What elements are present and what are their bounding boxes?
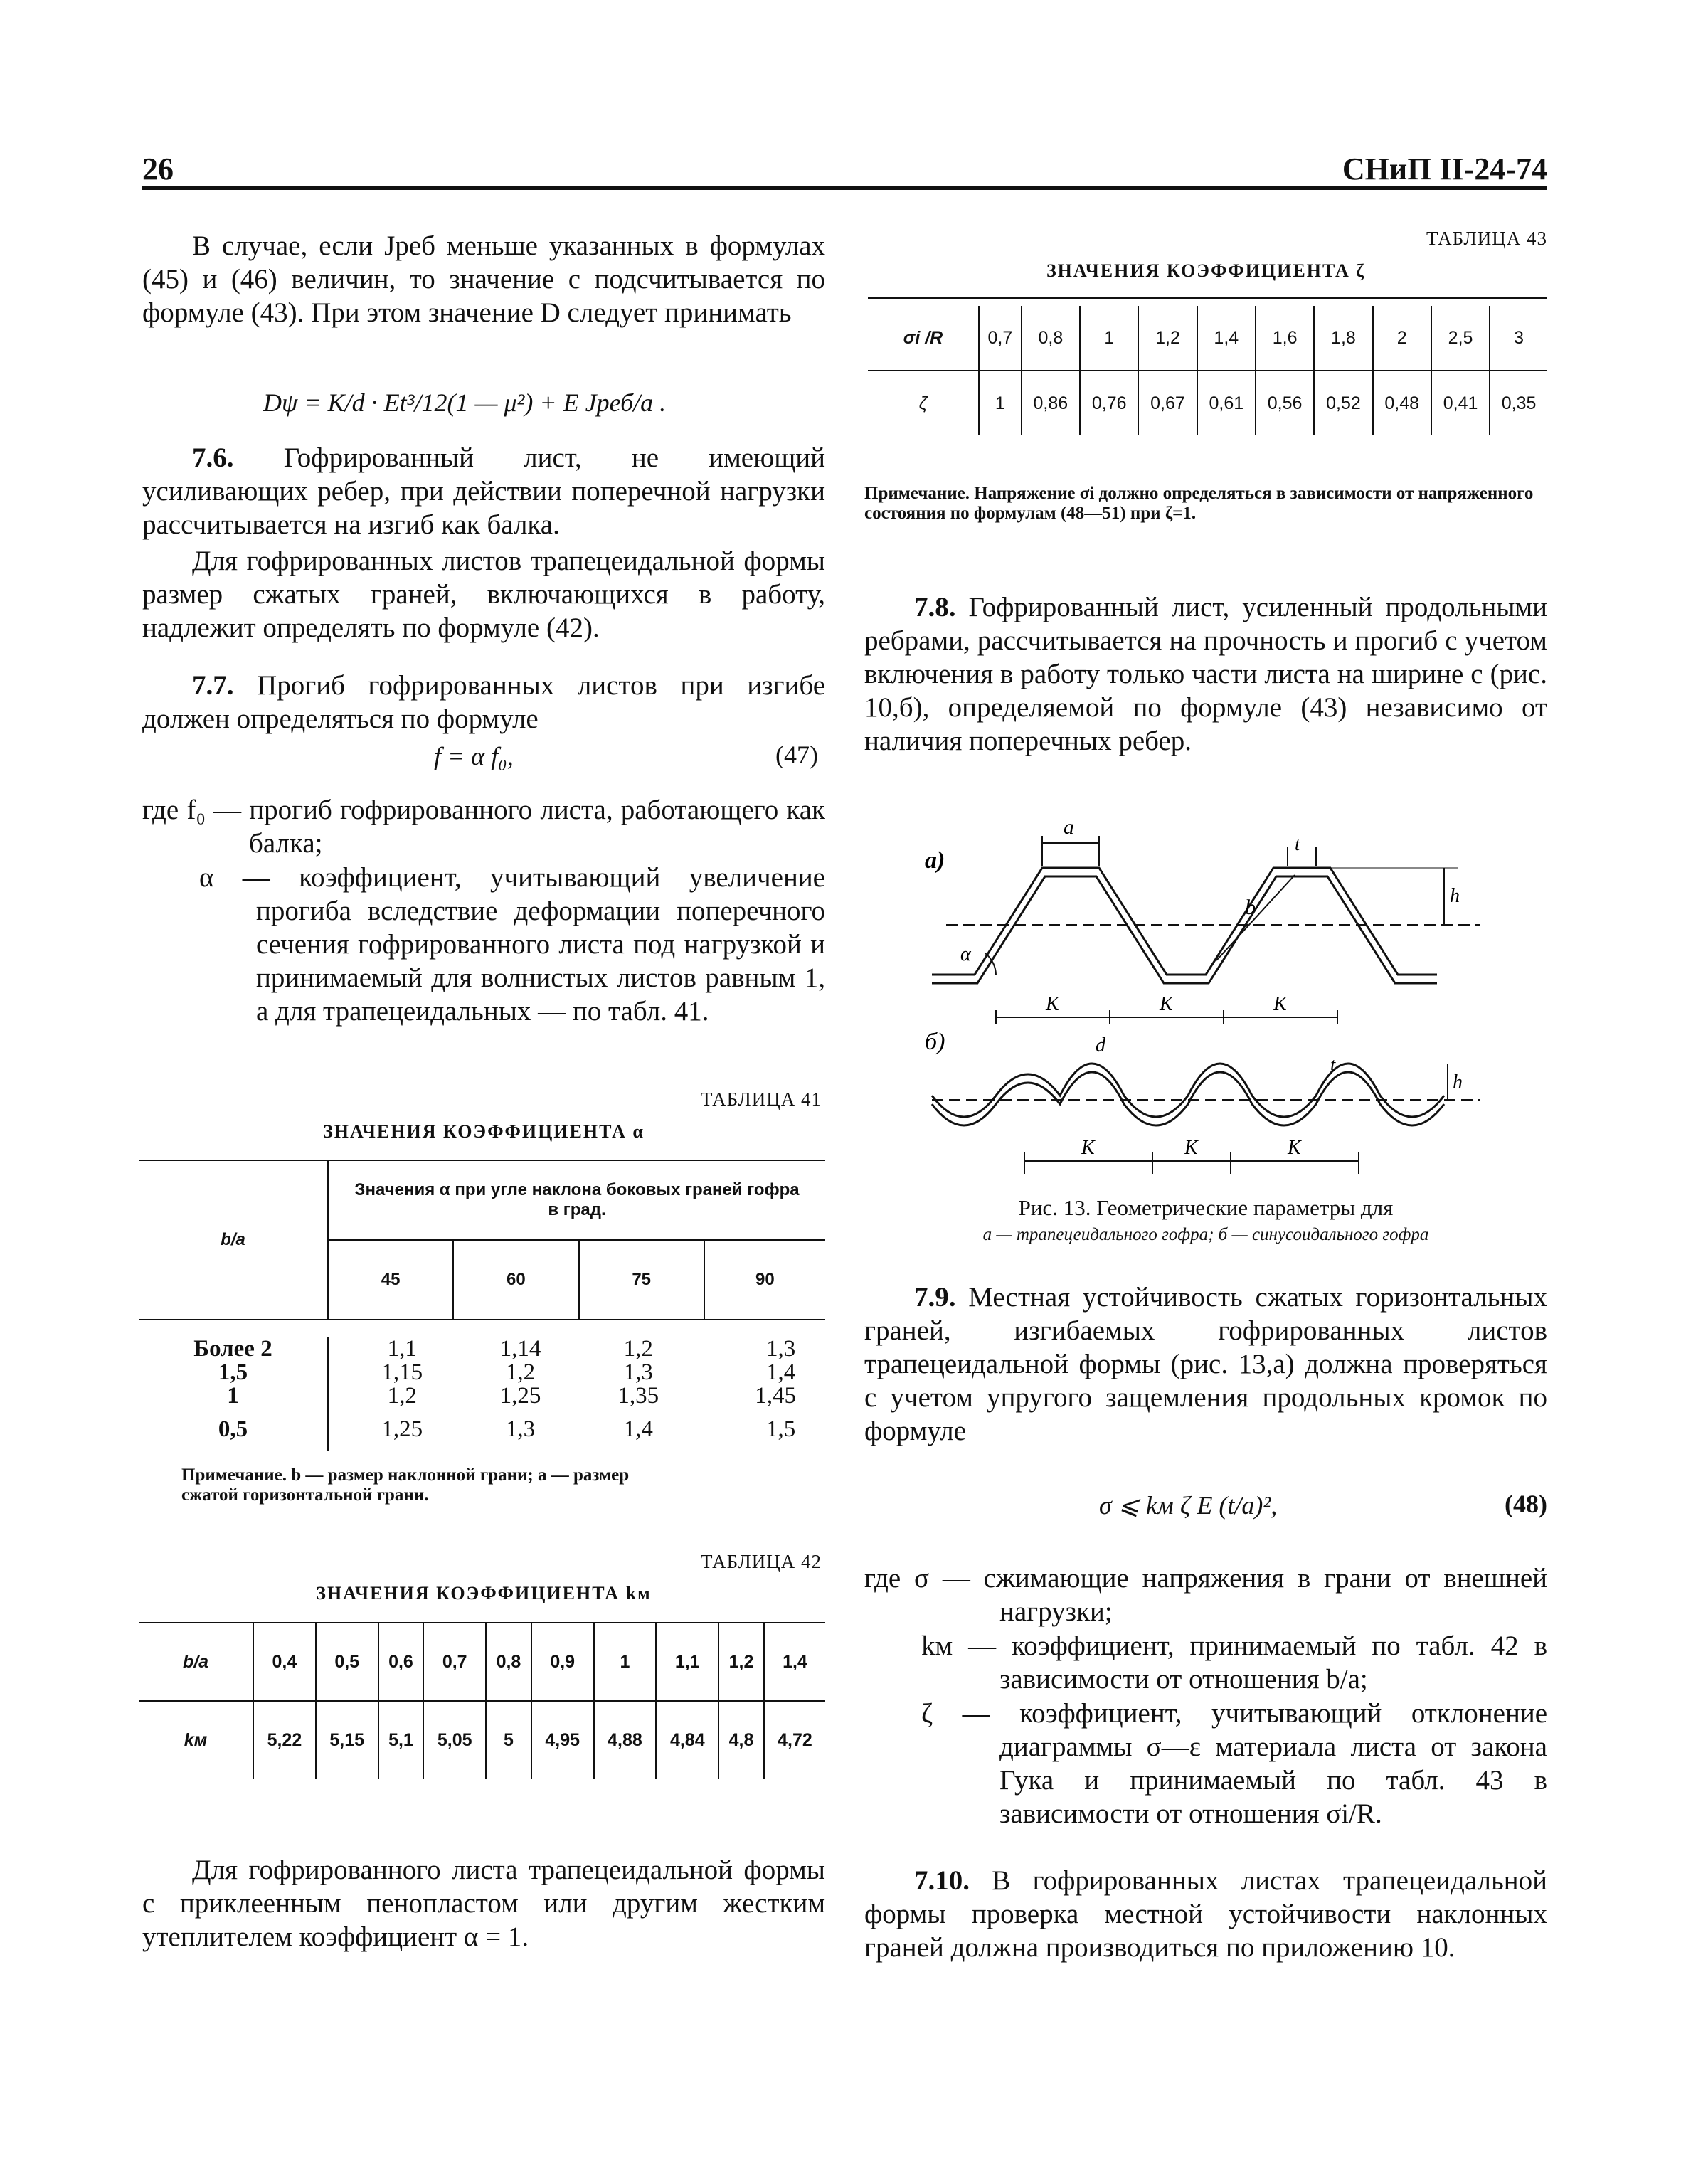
table-41-cell: 1,2 [505, 1359, 536, 1385]
where-alpha: α — коэффициент, учитывающий увеличение прогиба вследствие деформации поперечного сечения гофрированного листа под нагрузкой и принимаемый для волнистых листов равным 1, а для трапецеидальных — по табл. 41. [199, 862, 825, 1027]
table-41-cell: 1,45 [755, 1383, 796, 1409]
table-41-ba: Более 2 [193, 1336, 272, 1362]
where-sigma: где σ — сжимающие напряжения в грани от внешней нагрузки; [864, 1563, 1547, 1627]
figure-13 [918, 797, 1501, 1181]
table-43-cell: 3 [1490, 306, 1547, 371]
table-43-cell: 2,5 [1431, 306, 1490, 371]
table-43-cell: 0,35 [1490, 371, 1547, 435]
table-42-cell: 1,4 [764, 1623, 825, 1701]
table-42-cell: 5 [486, 1701, 531, 1779]
clause-number: 7.8. [914, 592, 956, 622]
formula-48-number: (48) [1505, 1490, 1547, 1518]
table-43-cell: 0,76 [1080, 371, 1138, 435]
table-row [139, 1408, 825, 1451]
table-row [868, 306, 1547, 371]
table-41-cell: 1,3 [505, 1416, 536, 1442]
table-43-cell: 0,48 [1373, 371, 1431, 435]
table-42-cell: 5,15 [316, 1701, 378, 1779]
paragraph-7-6 [142, 441, 825, 541]
table-43-cell: 0,86 [1022, 371, 1080, 435]
table-43-cell: 1,8 [1314, 306, 1372, 371]
table-43-cell: 1,4 [1197, 306, 1256, 371]
formula-47-number: (47) [775, 741, 818, 769]
page-number: 26 [142, 152, 174, 186]
table-41-angle: 60 [453, 1240, 578, 1320]
clause-number: 7.6. [192, 442, 234, 473]
table-41-cell: 1,4 [765, 1359, 796, 1385]
table-41-cell: 1,5 [765, 1416, 796, 1442]
paragraph-foam: Для гофрированного листа трапецеидальной формы с приклеенным пенопластом или другим жестким утеплителем коэффициент α = 1. [142, 1855, 825, 1952]
clause-text: Прогиб гофрированных листов при изгибе должен определяться по формуле [142, 670, 826, 734]
header-rule [142, 186, 1547, 190]
clause-text: Гофрированный лист, не имеющий усиливающих ребер, при действии поперечной нагрузки рассчитывается на изгиб как балка. [142, 442, 825, 540]
table-43-cell: 2 [1373, 306, 1431, 371]
dimension-a-label: a [1064, 815, 1074, 839]
table-43-cell: 0,61 [1197, 371, 1256, 435]
table-42-cell: 4,84 [656, 1701, 718, 1779]
table-42-cell: 1,2 [718, 1623, 764, 1701]
trapezoid-profile [932, 868, 1437, 975]
where-f0: где f₀ — прогиб гофрированного листа, работающего как балка; [142, 795, 825, 859]
dimension-k-label: K [1081, 1137, 1095, 1159]
table-row [139, 1361, 825, 1384]
table-43-label: ТАБЛИЦА 43 [1426, 228, 1547, 249]
table-42-cell: 4,8 [718, 1701, 764, 1779]
table-42-cell: 0,9 [531, 1623, 594, 1701]
table-42-title: ЗНАЧЕНИЯ КОЭФФИЦИЕНТА kм [316, 1583, 652, 1603]
table-41-ba: 0,5 [218, 1416, 248, 1442]
paragraph-jreb: В случае, если Jреб меньше указанных в формулах (45) и (46) величин, то значение c подсчитывается по формуле (43). При этом значение D следует принимать [142, 230, 825, 328]
formula-47: f = α f₀, [434, 742, 514, 770]
table-43-note: Примечание. Напряжение σi должно определяться в зависимости от напряженного состояния по формулам (48—51) при ζ=1. [864, 484, 1534, 523]
table-43-row-header: ζ [918, 393, 928, 413]
table-41-note: Примечание. b — размер наклонной грани; a — размер сжатой горизонтальной грани. [181, 1465, 630, 1505]
table-43-cell: 1 [979, 371, 1022, 435]
paragraph-7-6-b: Для гофрированных листов трапецеидальной формы размер сжатых граней, включающихся в работу, надлежит определять по формуле (42). [142, 546, 825, 643]
dimension-b-label: b [1245, 896, 1256, 919]
clause-text: В гофрированных листах трапецеидальной формы проверка местной устойчивости наклонных граней должна производиться по приложению 10. [864, 1865, 1548, 1963]
paragraph-7-7 [142, 669, 825, 736]
table-41-cell: 1,2 [328, 1384, 447, 1408]
table-42-cell: 1 [594, 1623, 657, 1701]
table-42-cell: 4,95 [531, 1701, 594, 1779]
table-41-cell: 1,14 [499, 1336, 541, 1362]
table-43-cell: 0,8 [1022, 306, 1080, 371]
table-41-cell: 1,25 [499, 1383, 541, 1409]
table-41-row-header: b/a [139, 1161, 328, 1320]
table-42-cell: 5,05 [423, 1701, 486, 1779]
table-41-angle: 45 [328, 1240, 453, 1320]
table-41-cell: 1,3 [765, 1336, 796, 1362]
figure-caption: Рис. 13. Геометрические параметры для [1018, 1195, 1394, 1220]
dimension-k-label: K [1273, 993, 1287, 1015]
figure-caption-sub: а — трапецеидального гофра; б — синусоидального гофра [982, 1225, 1429, 1244]
trapezoid-profile-inner [932, 876, 1437, 983]
clause-number: 7.9. [914, 1282, 956, 1313]
dimension-k-label: K [1046, 993, 1059, 1015]
table-43-cell: 0,56 [1256, 371, 1314, 435]
where-zeta: ζ — коэффициент, учитывающий отклонение диаграммы σ—ε материала листа от закона Гука и принимаемый по табл. 43 в зависимости от отношения σi/R. [921, 1698, 1547, 1829]
table-43-cell: 0,52 [1314, 371, 1372, 435]
table-42-row-header: kм [184, 1729, 208, 1750]
clause-text: Гофрированный лист, усиленный продольными ребрами, рассчитывается на прочность и прогиб с учетом включения в работу только части листа на ширине c (рис. 10,б), определяемой по формуле (43) независимо от наличия поперечных ребер. [864, 592, 1547, 756]
sinusoidal-profile-inner [932, 1072, 1444, 1125]
clause-number: 7.7. [192, 670, 234, 701]
paragraph-7-10 [864, 1864, 1547, 1964]
table-42-cell: 0,8 [486, 1623, 531, 1701]
table-41-cell: 1,4 [623, 1416, 653, 1442]
table-42-cell: 0,6 [378, 1623, 424, 1701]
table-41-cell: 1,25 [328, 1408, 447, 1451]
table-42-cell: 4,88 [594, 1701, 657, 1779]
document-code: СНиП II-24-74 [1342, 152, 1547, 186]
table-row [139, 1337, 825, 1361]
table-41-cell: 1,2 [623, 1336, 653, 1362]
dimension-k-label: K [1160, 993, 1173, 1015]
table-43-cell: 1 [1080, 306, 1138, 371]
table-41-cell: 1,15 [328, 1361, 447, 1384]
angle-alpha-label: α [960, 943, 971, 965]
table-row [868, 371, 1547, 435]
paragraph-7-8 [864, 590, 1547, 758]
dimension-h-label: h [1453, 1071, 1463, 1093]
table-row [139, 1701, 825, 1779]
table-41-group-header: Значения α при угле наклона боковых граней гофра в град. [328, 1161, 825, 1240]
figure-label-b: б) [925, 1029, 945, 1055]
table-42-row-header: b/a [139, 1623, 253, 1701]
table-row [139, 1384, 825, 1408]
dimension-line [1216, 875, 1295, 960]
table-41-cell: 1,1 [328, 1337, 447, 1361]
table-41-body [139, 1337, 825, 1451]
table-42-cell: 5,22 [253, 1701, 316, 1779]
table-41-cell: 1,35 [617, 1383, 659, 1409]
where-km: kм — коэффициент, принимаемый по табл. 42 в зависимости от отношения b/a; [921, 1631, 1547, 1695]
table-42 [139, 1623, 825, 1779]
table-42-cell: 5,1 [378, 1701, 424, 1779]
table-43-title: ЗНАЧЕНИЯ КОЭФФИЦИЕНТА ζ [1046, 260, 1366, 281]
table-43-cell: 1,6 [1256, 306, 1314, 371]
dimension-k-label: K [1288, 1137, 1301, 1159]
dimension-h-label: h [1450, 885, 1460, 907]
table-43-cell: 0,41 [1431, 371, 1490, 435]
table-43-cell: 0,67 [1138, 371, 1197, 435]
table-43 [868, 306, 1547, 435]
formula-d: Dψ = K/d · Et³/12(1 — μ²) + E Jреб/a . [263, 388, 667, 417]
table-42-cell: 0,5 [316, 1623, 378, 1701]
table-43-row-header: σi /R [868, 306, 979, 371]
table-row [139, 1623, 825, 1701]
clause-number: 7.10. [914, 1865, 970, 1896]
table-41-angle: 90 [704, 1240, 825, 1320]
table-43-cell: 1,2 [1138, 306, 1197, 371]
table-41-title: ЗНАЧЕНИЯ КОЭФФИЦИЕНТА α [323, 1121, 645, 1142]
table-42-cell: 0,7 [423, 1623, 486, 1701]
dimension-k-label: K [1184, 1137, 1198, 1159]
table-41-header [139, 1161, 825, 1320]
clause-text: Местная устойчивость сжатых горизонтальных граней, изгибаемых гофрированных листов трапецеидальной формы (рис. 13,а) должна проверяться с учетом упругого защемления продольных кромок по формуле [864, 1282, 1547, 1446]
table-41-ba: 1 [227, 1383, 239, 1409]
table-41-cell: 1,3 [623, 1359, 653, 1385]
dimension-d-label: d [1096, 1034, 1105, 1056]
table-42-cell: 0,4 [253, 1623, 316, 1701]
table-41-ba: 1,5 [218, 1359, 248, 1385]
table-43-cell: 0,7 [979, 306, 1022, 371]
dimension-t-label: t [1295, 834, 1300, 854]
table-42-cell: 1,1 [656, 1623, 718, 1701]
table-42-label: ТАБЛИЦА 42 [700, 1551, 822, 1572]
formula-48: σ ⩽ kм ζ E (t/a)², [1099, 1491, 1278, 1520]
table-42-cell: 4,72 [764, 1701, 825, 1779]
table-41-label: ТАБЛИЦА 41 [700, 1088, 822, 1110]
table-41-angle: 75 [579, 1240, 704, 1320]
table-43-top-rule [868, 297, 1547, 299]
figure-label-a: а) [925, 847, 945, 874]
paragraph-7-9 [864, 1281, 1547, 1448]
dimension-t-label: t [1330, 1054, 1336, 1075]
